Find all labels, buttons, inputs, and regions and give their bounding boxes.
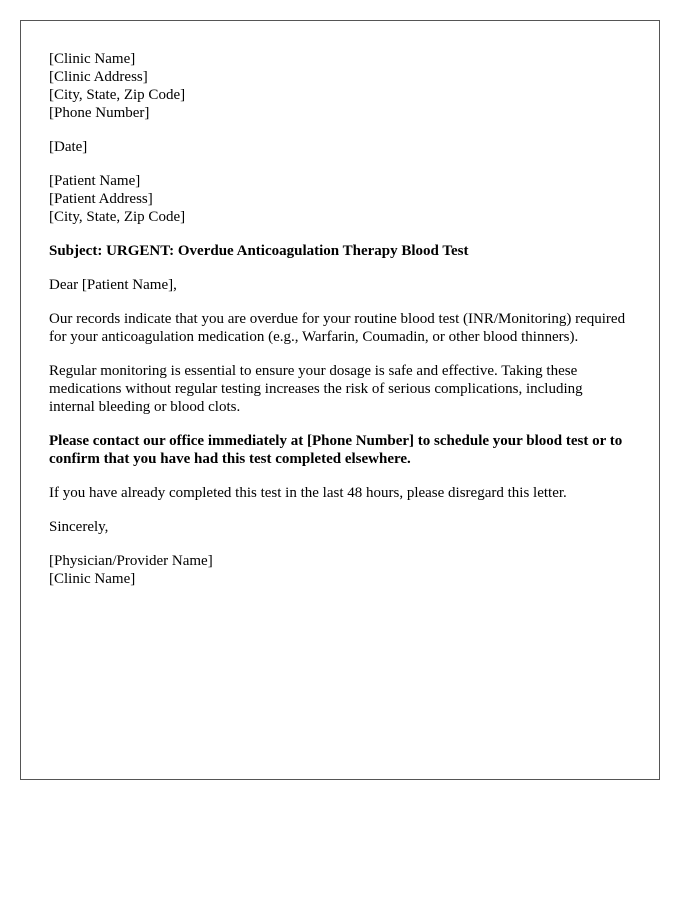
sender-address-block [49,50,631,122]
recipient-address-block [49,172,631,226]
letter-closing: Sincerely, [49,519,109,535]
date-block [49,138,631,156]
letter-date: [Date] [49,139,88,155]
recipient-address: [Patient Address] [49,191,153,207]
signature-clinic-name: [Clinic Name] [49,571,136,587]
signature-block [49,552,631,588]
body-paragraph-disregard: If you have already completed this test in the last 48 hours, please disregard this letter. [49,485,567,501]
sender-clinic-address: [Clinic Address] [49,69,148,85]
sender-clinic-name: [Clinic Name] [49,51,136,67]
sender-city-state-zip: [City, State, Zip Code] [49,87,186,103]
body-paragraph-overdue: Our records indicate that you are overdue for your routine blood test (INR/Monitoring) required for your anticoagulation medication (e.g., Warfarin, Coumadin, or other blood thinners). [49,311,626,345]
sender-phone: [Phone Number] [49,105,150,121]
letter-salutation: Dear [Patient Name], [49,277,177,293]
letter-page [20,20,660,780]
recipient-city-state-zip: [City, State, Zip Code] [49,209,186,225]
body-paragraph-monitoring: Regular monitoring is essential to ensure your dosage is safe and effective. Taking these medications without regular testing increases the risk of serious complications, including internal bleeding or blood clots. [49,363,583,415]
recipient-name: [Patient Name] [49,173,141,189]
body-paragraph-contact: Please contact our office immediately at [Phone Number] to schedule your blood test or to confirm that you have had this test completed elsewhere. [49,433,623,467]
signature-provider-name: [Physician/Provider Name] [49,553,213,569]
letter-subject: Subject: URGENT: Overdue Anticoagulation Therapy Blood Test [49,243,469,259]
